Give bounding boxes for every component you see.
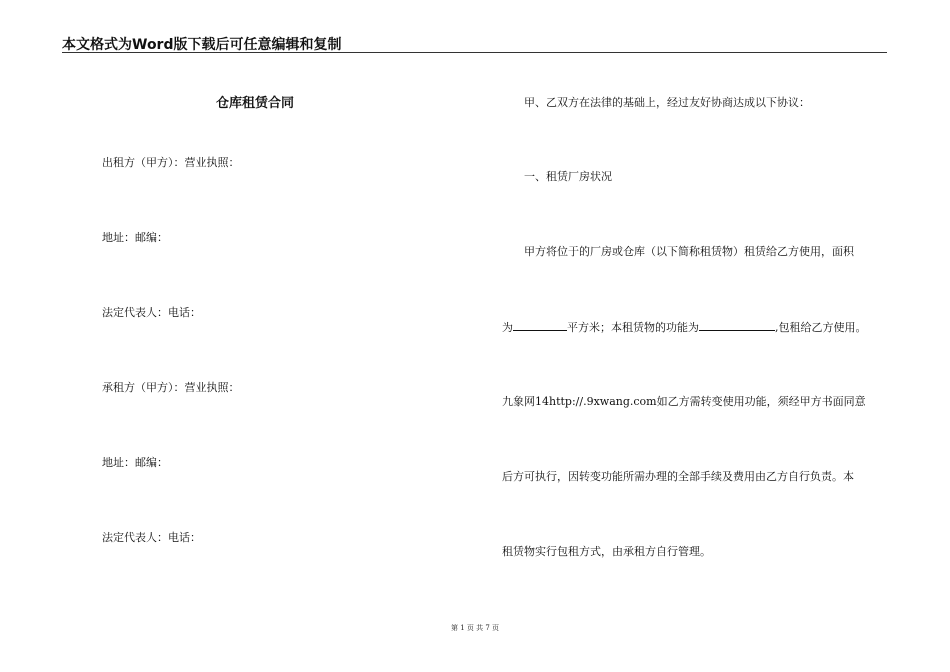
area-blank [513,318,567,331]
lessor-representative-line: 法定代表人：电话： [102,306,201,319]
lessee-line: 承租方（甲方）：营业执照： [102,381,240,394]
lease-paragraph-line-1: 甲方将位于的厂房或仓库（以下简称租赁物）租赁给乙方使用，面积 [524,245,854,258]
lessee-address-line: 地址：邮编： [102,456,168,469]
lease-paragraph-line-2 [502,318,867,335]
document-title: 仓库租赁合同 [216,96,295,111]
area-prefix: 为 [502,321,513,334]
usage-suffix: ,包租给乙方使用。 [775,321,867,334]
lease-paragraph-line-3: 九象网14http://.9xwang.com如乙方需转变使用功能，须经甲方书面同意 [502,395,866,408]
lessor-line: 出租方（甲方）：营业执照： [102,156,240,169]
page-footer: 第 1 页 共 7 页 [450,624,500,632]
header-rule [62,52,887,53]
area-unit-text: 平方米；本租赁物的功能为 [567,321,699,334]
lessor-address-line: 地址：邮编： [102,231,168,244]
function-blank [699,318,775,331]
header-banner: 本文格式为Word版下载后可任意编辑和复制 [62,37,342,53]
section-heading: 一、租赁厂房状况 [524,170,612,183]
lease-paragraph-line-5: 租赁物实行包租方式，由承租方自行管理。 [502,545,711,558]
agreement-intro: 甲、乙双方在法律的基础上，经过友好协商达成以下协议： [524,96,810,109]
lease-paragraph-line-4: 后方可执行，因转变功能所需办理的全部手续及费用由乙方自行负责。本 [502,470,854,483]
lessee-representative-line: 法定代表人：电话： [102,531,201,544]
